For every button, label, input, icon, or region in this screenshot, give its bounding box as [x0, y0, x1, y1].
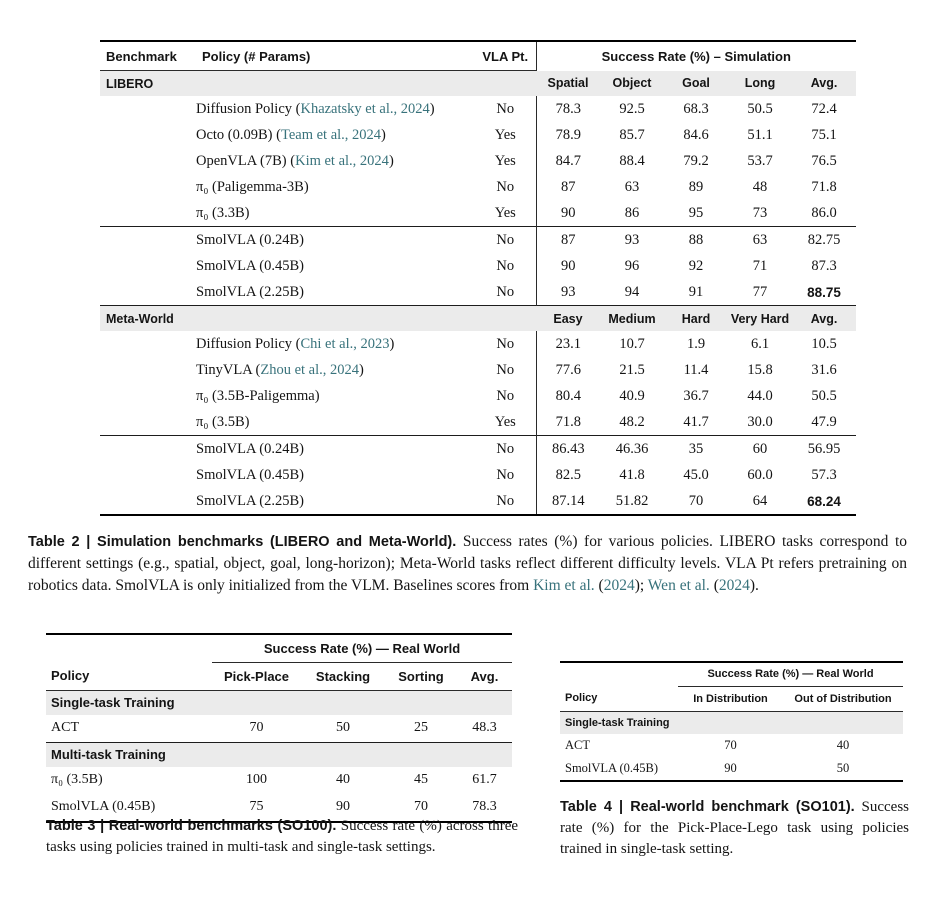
value-cell: 100 — [246, 772, 267, 787]
vla-pretraining-cell: No — [496, 492, 515, 509]
value-cell: 50 — [836, 760, 850, 775]
vla-pretraining-cell: Yes — [494, 152, 516, 169]
table-row — [560, 757, 903, 781]
column-header-benchmark: Benchmark — [100, 41, 196, 71]
citation-link[interactable]: Khazatsky et al., 2024 — [300, 100, 430, 117]
value-cell: 82.5 — [536, 462, 600, 488]
real-world-so100-table — [46, 633, 512, 823]
value-cell: 70 — [724, 737, 737, 752]
column-header: Out of Distribution — [783, 686, 903, 711]
benchmark-band-row — [100, 71, 856, 97]
benchmark-label: LIBERO — [100, 71, 536, 97]
value-cell: 53.7 — [747, 152, 773, 169]
vla-pretraining-cell: Yes — [494, 413, 516, 430]
value-cell: 60 — [752, 440, 768, 457]
benchmark-cell — [100, 488, 196, 515]
value-cell: 60.0 — [747, 466, 773, 483]
value-cell: 85.7 — [619, 126, 645, 143]
column-header-success-rate-simulation: Success Rate (%) – Simulation — [536, 41, 856, 71]
value-cell: 46.36 — [615, 440, 649, 457]
policy-cell — [196, 383, 475, 409]
table-row — [100, 200, 856, 227]
group-header-row — [46, 634, 512, 662]
value-cell: 82.75 — [807, 231, 841, 248]
value-cell: 21.5 — [619, 361, 645, 378]
benchmark-cell — [100, 200, 196, 227]
caption-label: Table 3 | Real-world benchmarks (SO100). — [46, 818, 337, 834]
value-cell: 40 — [836, 737, 850, 752]
policy-name: π₀ (3.5B) — [196, 413, 250, 430]
value-cell: 90 — [336, 799, 350, 814]
subcolumn-header: Very Hard — [728, 306, 792, 332]
subcolumn-header: Object — [600, 71, 664, 97]
value-cell: 47.9 — [811, 413, 837, 430]
caption-text: Success rate (%) across three tasks using policies trained in multi-task and single-task settings. — [46, 818, 519, 855]
value-cell: 77 — [752, 283, 768, 300]
value-cell: 84.6 — [683, 126, 709, 143]
subcolumn-header: Goal — [664, 71, 728, 97]
policy-cell — [196, 174, 475, 200]
value-cell: 70 — [249, 720, 264, 735]
value-cell: 93 — [536, 279, 600, 306]
benchmark-label: Meta-World — [100, 306, 536, 332]
policy-name: TinyVLA — [196, 361, 252, 378]
policy-cell — [196, 436, 475, 463]
value-cell: 11.4 — [683, 361, 709, 378]
value-cell: 1.9 — [686, 335, 706, 352]
column-header: Stacking — [301, 662, 385, 690]
value-cell: 91 — [688, 283, 704, 300]
policy-name: SmolVLA (2.25B) — [196, 492, 304, 509]
policy-cell: Diffusion Policy (Khazatsky et al., 2024) — [196, 100, 435, 117]
citation-link[interactable]: 2024 — [718, 576, 750, 594]
benchmark-cell — [100, 383, 196, 409]
caption-label: Table 4 | Real-world benchmark (SO101). — [560, 799, 855, 815]
table-2-simulation-benchmarks — [100, 40, 856, 516]
table-row — [100, 148, 856, 174]
policy-cell: π₀ (3.5B) — [51, 772, 103, 787]
value-cell: 94 — [624, 283, 640, 300]
policy-name: OpenVLA (7B) — [196, 152, 287, 169]
column-header-policy: Policy (# Params) — [196, 41, 475, 71]
value-cell: 73 — [752, 204, 768, 221]
vla-pretraining-cell: No — [496, 178, 515, 195]
value-cell: 76.5 — [811, 152, 837, 169]
group-header-success-rate: Success Rate (%) — Real World — [212, 634, 512, 662]
benchmark-cell — [100, 227, 196, 254]
value-cell: 6.1 — [750, 335, 770, 352]
benchmark-cell — [100, 96, 196, 122]
policy-name: SmolVLA (0.45B) — [196, 257, 304, 274]
table-row — [100, 227, 856, 254]
value-cell: 71.8 — [811, 178, 837, 195]
table-row — [100, 436, 856, 463]
value-cell: 23.1 — [536, 331, 600, 357]
benchmark-cell — [100, 357, 196, 383]
column-header: Avg. — [457, 662, 512, 690]
value-cell: 41.8 — [619, 466, 645, 483]
policy-name: SmolVLA (0.24B) — [196, 231, 304, 248]
value-cell: 88.4 — [619, 152, 645, 169]
caption-text: ( — [709, 576, 719, 594]
value-cell: 36.7 — [683, 387, 709, 404]
value-cell: 90 — [536, 253, 600, 279]
caption-text: ); — [634, 576, 648, 594]
value-cell: 78.9 — [536, 122, 600, 148]
column-header-vla-pt: VLA Pt. — [475, 41, 536, 71]
value-cell: 56.95 — [807, 440, 841, 457]
vla-pretraining-cell: No — [496, 387, 515, 404]
vla-pretraining-cell: No — [496, 335, 515, 352]
value-cell: 50.5 — [811, 387, 837, 404]
column-header-row — [560, 686, 903, 711]
subcolumn-header: Spatial — [536, 71, 600, 97]
value-cell: 71.8 — [536, 409, 600, 436]
vla-pretraining-cell: No — [496, 257, 515, 274]
table-row — [100, 279, 856, 306]
value-cell: 51.1 — [747, 126, 773, 143]
policy-cell: Diffusion Policy (Chi et al., 2023) — [196, 335, 395, 352]
section-band-row — [46, 690, 512, 715]
table2-header-row — [100, 41, 856, 71]
value-cell: 87 — [536, 174, 600, 200]
policy-cell — [196, 253, 475, 279]
table-3-caption — [46, 816, 518, 858]
table-row — [100, 409, 856, 436]
value-cell: 57.3 — [811, 466, 837, 483]
value-cell: 90 — [724, 760, 737, 775]
policy-cell: ACT — [51, 720, 79, 735]
value-cell: 86 — [624, 204, 640, 221]
value-cell: 87 — [536, 227, 600, 254]
value-cell: 96 — [624, 257, 640, 274]
value-cell: 95 — [688, 204, 704, 221]
benchmark-cell — [100, 148, 196, 174]
column-header: Pick-Place — [212, 662, 301, 690]
policy-name: π₀ (3.3B) — [196, 204, 250, 221]
value-cell: 40.9 — [619, 387, 645, 404]
vla-pretraining-cell: Yes — [494, 126, 516, 143]
table-row — [46, 715, 512, 743]
policy-cell — [196, 409, 475, 436]
table-row — [100, 253, 856, 279]
vla-pretraining-cell: No — [496, 361, 515, 378]
policy-cell: Octo (0.09B) (Team et al., 2024) — [196, 126, 386, 143]
policy-cell: TinyVLA (Zhou et al., 2024) — [196, 361, 364, 378]
caption-text: Success rate (%) for the Pick-Place-Lego task using policies trained in single-task setting. — [560, 799, 909, 857]
policy-name: Diffusion Policy — [196, 335, 292, 352]
value-cell: 93 — [624, 231, 640, 248]
citation-link[interactable]: Kim et al. — [533, 576, 595, 594]
column-header: Policy — [46, 662, 212, 690]
value-cell: 45.0 — [683, 466, 709, 483]
section-label: Single-task Training — [46, 690, 512, 715]
policy-cell — [196, 462, 475, 488]
value-cell: 30.0 — [747, 413, 773, 430]
caption-text: Success rates (%) for various policies. LIBERO tasks correspond to different settings (e.g., spatial, object, goal, long-horizon); Meta-World tasks reflect different difficulty levels. VLA Pt refers pretraining on robotics data. SmolVLA is only initialized from the VLM. Baselines scores from — [28, 533, 907, 594]
table-row — [46, 767, 512, 794]
subcolumn-header: Avg. — [792, 71, 856, 97]
policy-name: π₀ (Paligemma-3B) — [196, 178, 309, 195]
group-header-row — [560, 662, 903, 686]
table-4-caption — [560, 797, 909, 860]
benchmark-cell — [100, 279, 196, 306]
table-row — [100, 488, 856, 515]
policy-cell: SmolVLA (0.45B) — [565, 760, 659, 775]
value-cell: 78.3 — [536, 96, 600, 122]
section-label: Single-task Training — [560, 711, 903, 734]
benchmark-cell — [100, 462, 196, 488]
value-cell: 44.0 — [747, 387, 773, 404]
value-cell: 40 — [336, 772, 350, 787]
vla-pretraining-cell: No — [496, 283, 515, 300]
value-cell: 72.4 — [811, 100, 837, 117]
section-band-row — [46, 742, 512, 767]
value-cell: 63 — [624, 178, 640, 195]
subcolumn-header: Long — [728, 71, 792, 97]
policy-cell — [196, 227, 475, 254]
citation-link[interactable]: Kim et al., 2024 — [295, 152, 389, 169]
column-header: Sorting — [385, 662, 457, 690]
table-row — [100, 383, 856, 409]
value-cell: 90 — [536, 200, 600, 227]
value-cell: 25 — [414, 720, 428, 735]
citation-link[interactable]: 2024 — [603, 576, 635, 594]
value-cell: 31.6 — [811, 361, 837, 378]
benchmark-cell — [100, 331, 196, 357]
section-label: Multi-task Training — [46, 742, 512, 767]
value-cell: 51.82 — [615, 492, 649, 509]
value-cell: 75.1 — [811, 126, 837, 143]
value-cell: 84.7 — [536, 148, 600, 174]
policy-cell: OpenVLA (7B) (Kim et al., 2024) — [196, 152, 394, 169]
table-row — [100, 462, 856, 488]
value-cell: 92 — [688, 257, 704, 274]
value-cell: 10.5 — [811, 335, 837, 352]
caption-text: ). — [749, 576, 759, 594]
benchmark-cell — [100, 174, 196, 200]
value-cell: 61.7 — [472, 772, 497, 787]
value-cell: 68.3 — [683, 100, 709, 117]
benchmark-cell — [100, 409, 196, 436]
subcolumn-header: Avg. — [792, 306, 856, 332]
value-cell: 50.5 — [747, 100, 773, 117]
simulation-benchmarks-table — [100, 40, 856, 516]
benchmark-cell — [100, 122, 196, 148]
table-4-real-world-so101 — [560, 661, 903, 782]
citation-link[interactable]: Wen et al. — [647, 576, 710, 594]
table-row — [100, 174, 856, 200]
value-cell: 79.2 — [683, 152, 709, 169]
table-row — [100, 122, 856, 148]
group-header-success-rate: Success Rate (%) — Real World — [678, 662, 903, 686]
table-row — [100, 96, 856, 122]
policy-name: SmolVLA (2.25B) — [196, 283, 304, 300]
subcolumn-header: Hard — [664, 306, 728, 332]
value-cell: 63 — [752, 231, 768, 248]
table-row — [100, 331, 856, 357]
column-header: In Distribution — [678, 686, 783, 711]
value-cell: 71 — [752, 257, 768, 274]
value-cell: 48 — [752, 178, 768, 195]
value-cell: 68.24 — [807, 493, 841, 509]
policy-name: SmolVLA (0.45B) — [196, 466, 304, 483]
subcolumn-header: Easy — [536, 306, 600, 332]
policy-name: Diffusion Policy — [196, 100, 292, 117]
citation-link[interactable]: Zhou et al., 2024 — [260, 361, 360, 378]
value-cell: 45 — [414, 772, 428, 787]
caption-text: ( — [594, 576, 604, 594]
citation-link[interactable]: Team et al., 2024 — [280, 126, 382, 143]
policy-cell — [196, 488, 475, 515]
value-cell: 75 — [249, 799, 264, 814]
value-cell: 70 — [688, 492, 704, 509]
vla-pretraining-cell: No — [496, 100, 515, 117]
vla-pretraining-cell: No — [496, 440, 515, 457]
value-cell: 86.43 — [536, 436, 600, 463]
spacer-cell — [560, 662, 678, 686]
value-cell: 87.3 — [811, 257, 837, 274]
vla-pretraining-cell: No — [496, 466, 515, 483]
table-row — [100, 357, 856, 383]
value-cell: 35 — [688, 440, 704, 457]
table-2-caption — [28, 531, 907, 597]
subcolumn-header: Medium — [600, 306, 664, 332]
policy-name: π₀ (3.5B-Paligemma) — [196, 387, 320, 404]
vla-pretraining-cell: No — [496, 231, 515, 248]
value-cell: 70 — [414, 799, 428, 814]
value-cell: 80.4 — [536, 383, 600, 409]
value-cell: 92.5 — [619, 100, 645, 117]
policy-cell — [196, 200, 475, 227]
table-row — [560, 734, 903, 757]
policy-name: Octo (0.09B) — [196, 126, 273, 143]
column-header-row — [46, 662, 512, 690]
value-cell: 89 — [688, 178, 704, 195]
column-header: Policy — [560, 686, 678, 711]
benchmark-cell — [100, 436, 196, 463]
value-cell: 41.7 — [683, 413, 709, 430]
vla-pretraining-cell: Yes — [494, 204, 516, 221]
table-3-real-world-so100 — [46, 633, 512, 823]
policy-cell: SmolVLA (0.45B) — [51, 799, 156, 814]
value-cell: 64 — [752, 492, 768, 509]
section-band-row — [560, 711, 903, 734]
value-cell: 48.3 — [472, 720, 497, 735]
value-cell: 15.8 — [747, 361, 773, 378]
spacer-cell — [46, 634, 212, 662]
value-cell: 10.7 — [619, 335, 645, 352]
policy-name: SmolVLA (0.24B) — [196, 440, 304, 457]
citation-link[interactable]: Chi et al., 2023 — [300, 335, 390, 352]
real-world-so101-table — [560, 661, 903, 782]
value-cell: 88 — [688, 231, 704, 248]
caption-label: Table 2 | Simulation benchmarks (LIBERO and Meta-World). — [28, 534, 457, 550]
value-cell: 86.0 — [811, 204, 837, 221]
policy-cell — [196, 279, 475, 306]
benchmark-cell — [100, 253, 196, 279]
policy-cell: ACT — [565, 737, 590, 752]
value-cell: 87.14 — [536, 488, 600, 515]
value-cell: 78.3 — [472, 799, 497, 814]
value-cell: 48.2 — [619, 413, 645, 430]
benchmark-band-row — [100, 306, 856, 332]
value-cell: 50 — [336, 720, 350, 735]
value-cell: 77.6 — [536, 357, 600, 383]
value-cell: 88.75 — [807, 284, 841, 300]
